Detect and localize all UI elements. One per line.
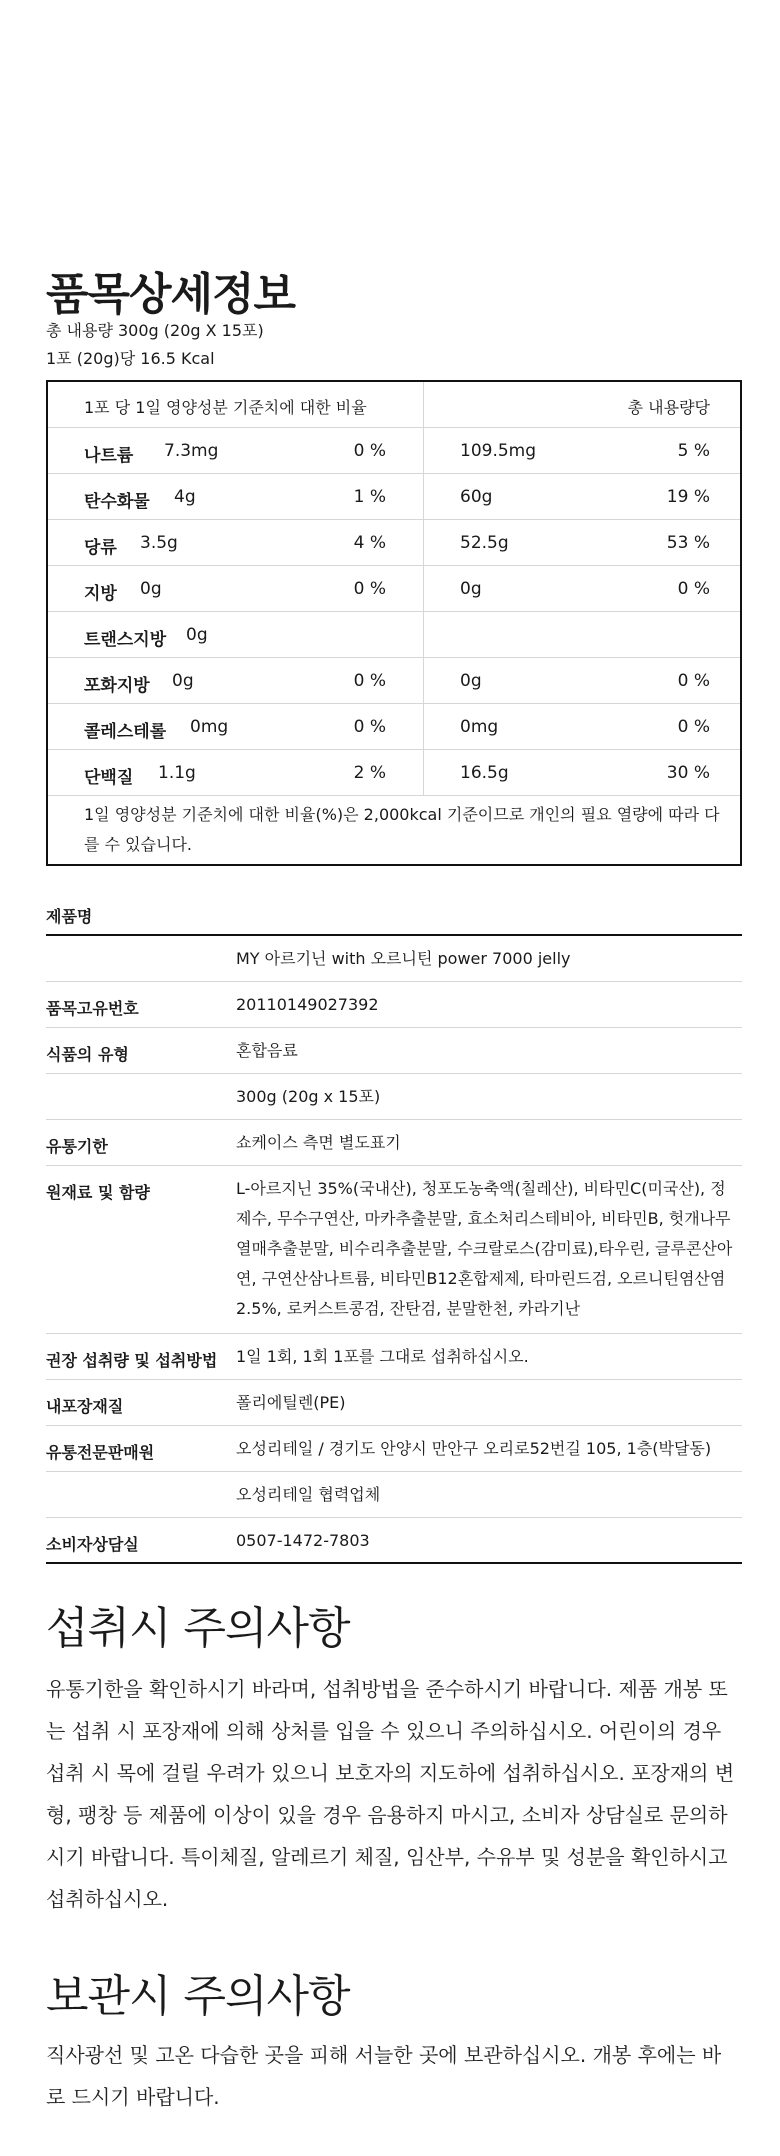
nutrient-total: 60g xyxy=(460,487,493,507)
nutrient-amount: 0g xyxy=(186,625,208,645)
nutrition-row xyxy=(48,704,740,750)
product-row xyxy=(46,1472,742,1518)
product-value: MY 아르기닌 with 오르니틴 power 7000 jelly xyxy=(236,949,571,968)
nutrient-pct: 4 % xyxy=(353,533,386,553)
product-label: 식품의 유형 xyxy=(46,1045,129,1064)
nutrition-header-left: 1포 당 1일 영양성분 기준치에 대한 비율 xyxy=(84,398,367,417)
product-label: 소비자상담실 xyxy=(46,1535,139,1554)
nutrition-row xyxy=(48,612,740,658)
nutrient-pct: 1 % xyxy=(353,487,386,507)
nutrition-header-row xyxy=(48,382,740,428)
product-label: 품목고유번호 xyxy=(46,999,139,1018)
product-value: 오성리테일 / 경기도 안양시 만안구 오리로52번길 105, 1층(박달동) xyxy=(236,1439,712,1458)
product-value: 20110149027392 xyxy=(236,995,379,1014)
nutrient-total: 52.5g xyxy=(460,533,509,553)
nutrient-total: 0mg xyxy=(460,717,499,737)
nutrient-pct: 0 % xyxy=(353,579,386,599)
nutrient-name: 포화지방 xyxy=(84,676,150,696)
nutrient-pct: 2 % xyxy=(353,763,386,783)
nutrient-amount: 4g xyxy=(174,487,196,507)
product-label: 유통전문판매원 xyxy=(46,1443,155,1462)
product-label: 원재료 및 함량 xyxy=(46,1183,150,1202)
detail-title: 품목상세정보 xyxy=(46,269,296,320)
nutrient-total-pct: 53 % xyxy=(666,533,710,553)
product-row xyxy=(46,1166,742,1334)
nutrient-name: 나트륨 xyxy=(84,446,134,466)
product-row xyxy=(46,982,742,1028)
product-value: 오성리테일 협력업체 xyxy=(236,1485,381,1504)
product-value: 0507-1472-7803 xyxy=(236,1531,370,1550)
nutrient-pct: 0 % xyxy=(353,717,386,737)
per-serving-kcal: 1포 (20g)당 16.5 Kcal xyxy=(46,349,215,368)
product-label: 권장 섭취량 및 섭취방법 xyxy=(46,1351,218,1370)
nutrient-name: 지방 xyxy=(84,584,117,604)
storage-text: 직사광선 및 고온 다습한 곳을 피해 서늘한 곳에 보관하십시오. 개봉 후에는 바로 드시기 바랍니다. xyxy=(46,2043,722,2109)
nutrient-total: 0g xyxy=(460,671,482,691)
nutrient-total-pct: 19 % xyxy=(666,487,710,507)
product-row xyxy=(46,1426,742,1472)
total-content: 총 내용량 300g (20g X 15포) xyxy=(46,321,264,340)
nutrient-name: 콜레스테롤 xyxy=(84,722,167,742)
product-row xyxy=(46,1334,742,1380)
product-row xyxy=(46,1028,742,1074)
nutrient-amount: 0mg xyxy=(190,717,229,737)
nutrient-total-pct: 0 % xyxy=(677,579,710,599)
product-value: 300g (20g x 15포) xyxy=(236,1087,381,1106)
nutrient-name: 탄수화물 xyxy=(84,492,150,512)
product-value: L-아르지닌 35%(국내산), 청포도농축액(칠레산), 비타민C(미국산), 정제수, 무수구연산, 마카추출분말, 효소처리스테비아, 비타민B, 헛개나무열매추출분말, 비수리추출분말, 수크랄로스(감미료),타우린, 글루콘산아연, 구연산삼나트륨, 비타민B12혼합제제, 타마린드검, 오르니틴염산염 2.5%, 로커스트콩검, 잔탄검, 분말한천, 카라기난 xyxy=(236,1179,733,1318)
product-label: 제품명 xyxy=(46,907,93,926)
nutrition-row xyxy=(48,566,740,612)
nutrition-row xyxy=(48,750,740,796)
nutrition-footnote: 1일 영양성분 기준치에 대한 비율(%)은 2,000kcal 기준이므로 개인의 필요 열량에 따라 다를 수 있습니다. xyxy=(84,805,720,854)
nutrient-total: 109.5mg xyxy=(460,441,537,461)
product-row xyxy=(46,1518,742,1564)
product-row xyxy=(46,1074,742,1120)
nutrient-amount: 3.5g xyxy=(140,533,178,553)
nutrition-row xyxy=(48,520,740,566)
product-value: 1일 1회, 1회 1포를 그대로 섭취하십시오. xyxy=(236,1347,529,1366)
product-row xyxy=(46,1380,742,1426)
nutrition-header-right: 총 내용량당 xyxy=(627,398,710,417)
product-row xyxy=(46,1120,742,1166)
product-value: 혼합음료 xyxy=(236,1041,298,1060)
nutrition-row xyxy=(48,474,740,520)
nutrient-amount: 0g xyxy=(140,579,162,599)
nutrition-row xyxy=(48,428,740,474)
nutrient-name: 단백질 xyxy=(84,768,134,788)
nutrient-total-pct: 30 % xyxy=(666,763,710,783)
nutrient-amount: 0g xyxy=(172,671,194,691)
product-value: 쇼케이스 측면 별도표기 xyxy=(236,1133,401,1152)
storage-title: 보관시 주의사항 xyxy=(46,1971,350,2022)
nutrient-amount: 7.3mg xyxy=(164,441,219,461)
nutrient-pct: 0 % xyxy=(353,441,386,461)
product-label: 내포장재질 xyxy=(46,1397,124,1416)
nutrient-total: 16.5g xyxy=(460,763,509,783)
nutrition-row xyxy=(48,658,740,704)
intake-title: 섭취시 주의사항 xyxy=(46,1603,350,1654)
nutrient-total-pct: 0 % xyxy=(677,717,710,737)
product-row xyxy=(46,890,742,936)
product-label: 유통기한 xyxy=(46,1137,108,1156)
nutrient-name: 당류 xyxy=(84,538,117,558)
nutrient-total: 0g xyxy=(460,579,482,599)
product-value: 폴리에틸렌(PE) xyxy=(236,1393,346,1412)
nutrient-name: 트랜스지방 xyxy=(84,630,167,650)
nutrient-total-pct: 5 % xyxy=(677,441,710,461)
nutrition-table xyxy=(46,380,742,866)
nutrient-amount: 1.1g xyxy=(158,763,196,783)
nutrient-total-pct: 0 % xyxy=(677,671,710,691)
nutrient-pct: 0 % xyxy=(353,671,386,691)
intake-text: 유통기한을 확인하시기 바라며, 섭취방법을 준수하시기 바랍니다. 제품 개봉 또는 섭취 시 포장재에 의해 상처를 입을 수 있으니 주의하십시오. 어린이의 경우 섭취 시 목에 걸릴 우려가 있으니 보호자의 지도하에 섭취하십시오. 포장재의 변형, 팽창 등 제품에 이상이 있을 경우 음용하지 마시고, 소비자 상담실로 문의하시기 바랍니다. 특이체질, 알레르기 체질, 임산부, 수유부 및 성분을 확인하시고 섭취하십시오. xyxy=(46,1677,735,1911)
product-row xyxy=(46,936,742,982)
